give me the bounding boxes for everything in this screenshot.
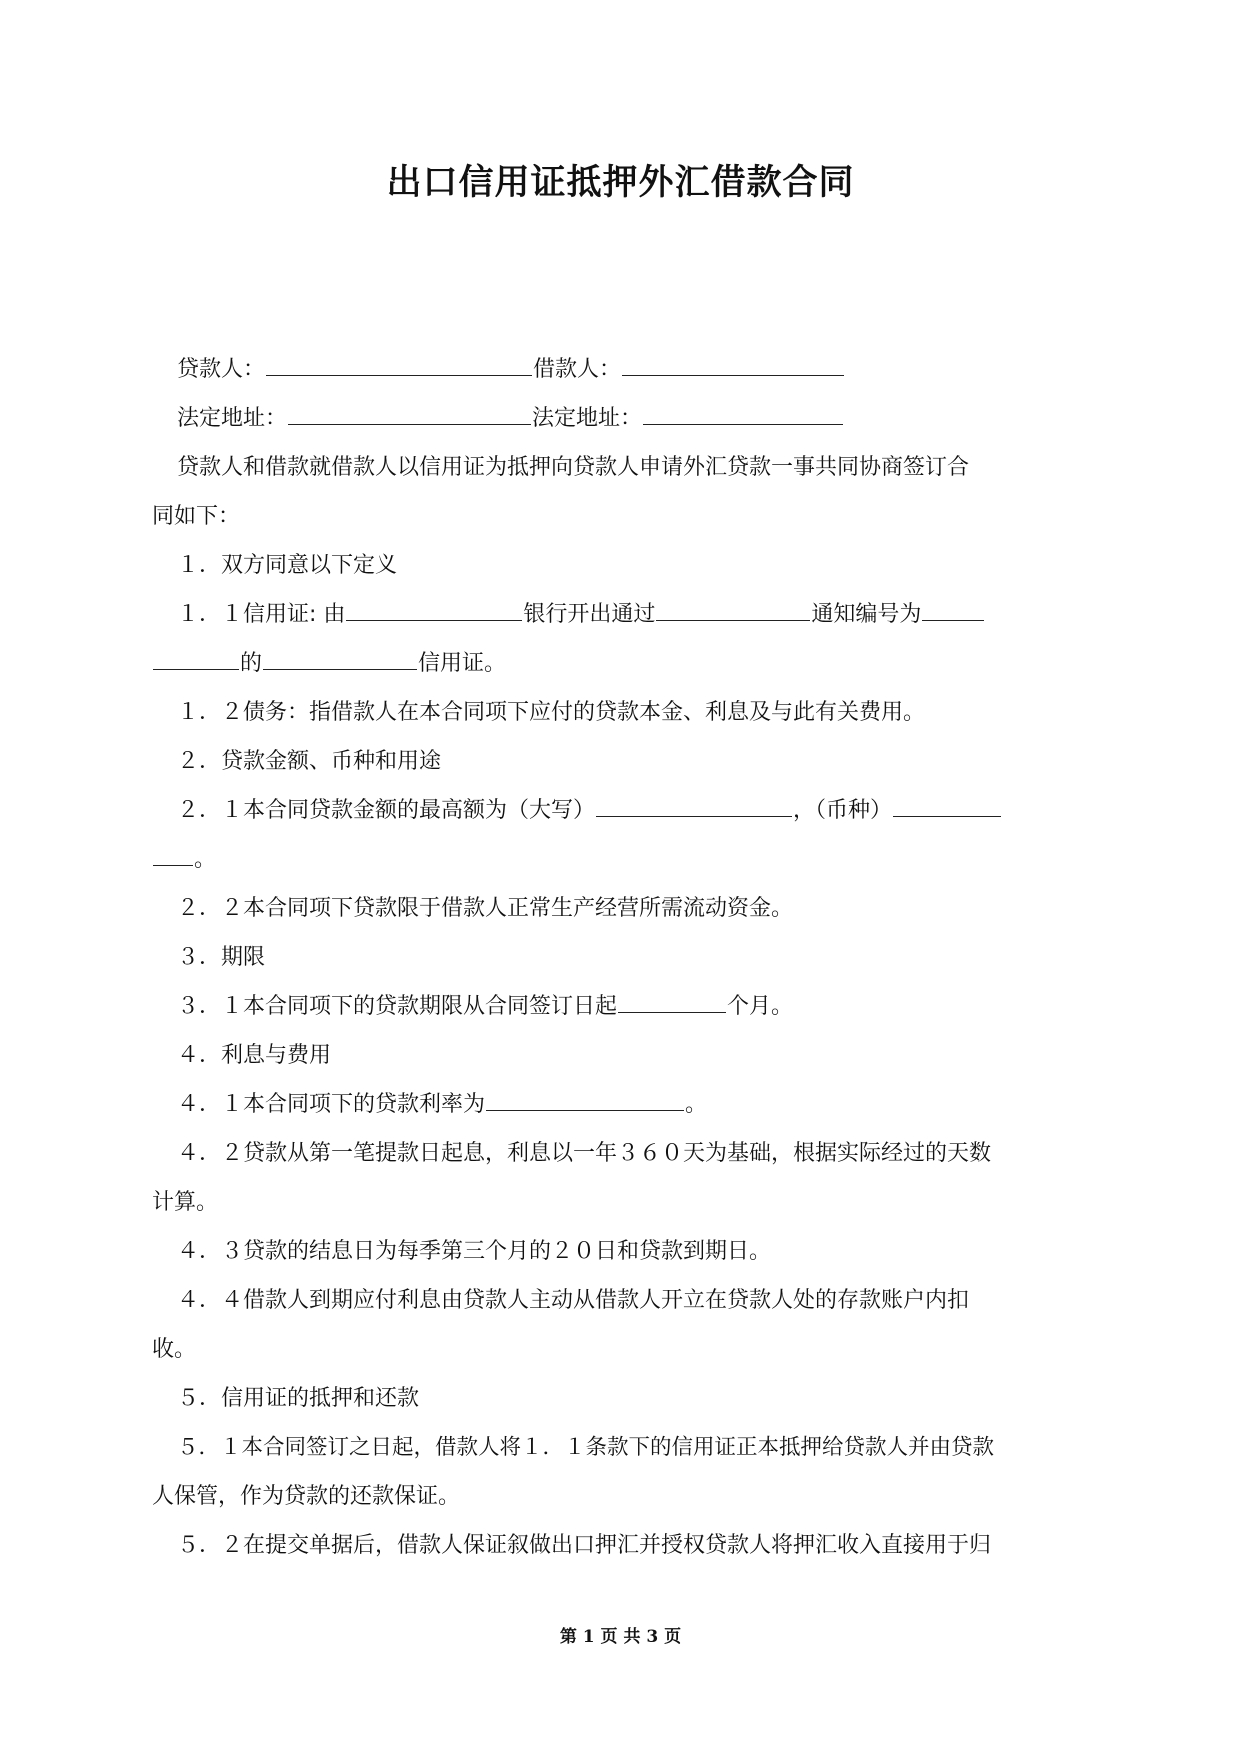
clause-5-1-line-1: ５．１本合同签订之日起，借款人将１．１条款下的信用证正本抵押给贷款人并由贷款 <box>177 1435 995 1460</box>
clause-4-1 <box>152 1080 1092 1129</box>
document-body <box>152 345 1092 1570</box>
clause-2-1-line-2 <box>152 835 1092 884</box>
clause-text: ，（币种） <box>793 798 893 823</box>
clause-4-4-line-1: ４．４借款人到期应付利息由贷款人主动从借款人开立在贷款人处的存款账户内扣 <box>177 1288 970 1313</box>
clause-2-2: ２．２本合同项下贷款限于借款人正常生产经营所需流动资金。 <box>177 896 794 921</box>
clause-2-1-line-1 <box>152 786 1092 835</box>
address-line <box>152 394 1092 443</box>
section-4-heading: ４．利息与费用 <box>177 1043 332 1068</box>
clause-4-2-line-1: ４．２贷款从第一笔提款日起息，利息以一年３６０天为基础，根据实际经过的天数 <box>177 1141 992 1166</box>
clause-text: 。 <box>685 1092 708 1117</box>
credit-type-blank <box>263 639 417 670</box>
borrower-address-blank <box>643 394 843 425</box>
borrower-address-label: 法定地址： <box>532 406 643 431</box>
advising-bank-blank <box>656 590 810 621</box>
section-3-heading: ３．期限 <box>177 945 266 970</box>
clause-5-2: ５．２在提交单据后，借款人保证叙做出口押汇并授权贷款人将押汇收入直接用于归 <box>177 1533 992 1558</box>
lender-blank <box>266 345 532 376</box>
page-footer: 第 1 页 共 3 页 <box>559 1627 682 1647</box>
interest-rate-blank <box>486 1080 684 1111</box>
notice-number-blank-cont <box>153 639 239 670</box>
clause-5-1-line-2: 人保管，作为贷款的还款保证。 <box>152 1484 461 1509</box>
clause-text: ３．１本合同项下的贷款期限从合同签订日起 <box>177 994 618 1019</box>
preamble-line-1: 贷款人和借款就借款人以信用证为抵押向贷款人申请外汇贷款一事共同协商签订合 <box>177 455 970 480</box>
amount-words-blank <box>596 786 792 817</box>
term-months-blank <box>618 982 726 1013</box>
currency-blank-cont <box>153 835 193 866</box>
clause-text: 信用证。 <box>418 651 507 676</box>
clause-text: 通知编号为 <box>811 602 922 627</box>
clause-text: ２．１本合同贷款金额的最高额为（大写） <box>177 798 596 823</box>
clause-text: 个月。 <box>727 994 794 1019</box>
notice-number-blank <box>922 590 984 621</box>
lender-address-label: 法定地址： <box>177 406 288 431</box>
clause-text: 的 <box>240 651 263 676</box>
parties-line <box>152 345 1092 394</box>
document-title: 出口信用证抵押外汇借款合同 <box>386 163 855 203</box>
preamble-line-2: 同如下： <box>152 504 241 529</box>
lender-label: 贷款人： <box>177 357 266 382</box>
section-2-heading: ２．贷款金额、币种和用途 <box>177 749 442 774</box>
borrower-blank <box>622 345 844 376</box>
clause-text: １．１信用证: 由 <box>177 602 346 627</box>
clause-1-2: １．２债务：指借款人在本合同项下应付的贷款本金、利息及与此有关费用。 <box>177 700 926 725</box>
clause-4-4-line-2: 收。 <box>152 1337 197 1362</box>
currency-blank <box>893 786 1001 817</box>
clause-4-2-line-2: 计算。 <box>152 1190 219 1215</box>
borrower-label: 借款人： <box>533 357 622 382</box>
section-1-heading: １．双方同意以下定义 <box>177 553 398 578</box>
lender-address-blank <box>288 394 531 425</box>
issuing-bank-blank <box>346 590 522 621</box>
clause-text: 银行开出通过 <box>523 602 656 627</box>
clause-4-3: ４．３贷款的结息日为每季第三个月的２０日和贷款到期日。 <box>177 1239 772 1264</box>
clause-text: 。 <box>194 847 217 872</box>
section-5-heading: ５．信用证的抵押和还款 <box>177 1386 420 1411</box>
clause-1-1-line-2 <box>152 639 1092 688</box>
clause-text: ４．１本合同项下的贷款利率为 <box>177 1092 486 1117</box>
clause-1-1-line-1 <box>152 590 1092 639</box>
clause-3-1 <box>152 982 1092 1031</box>
